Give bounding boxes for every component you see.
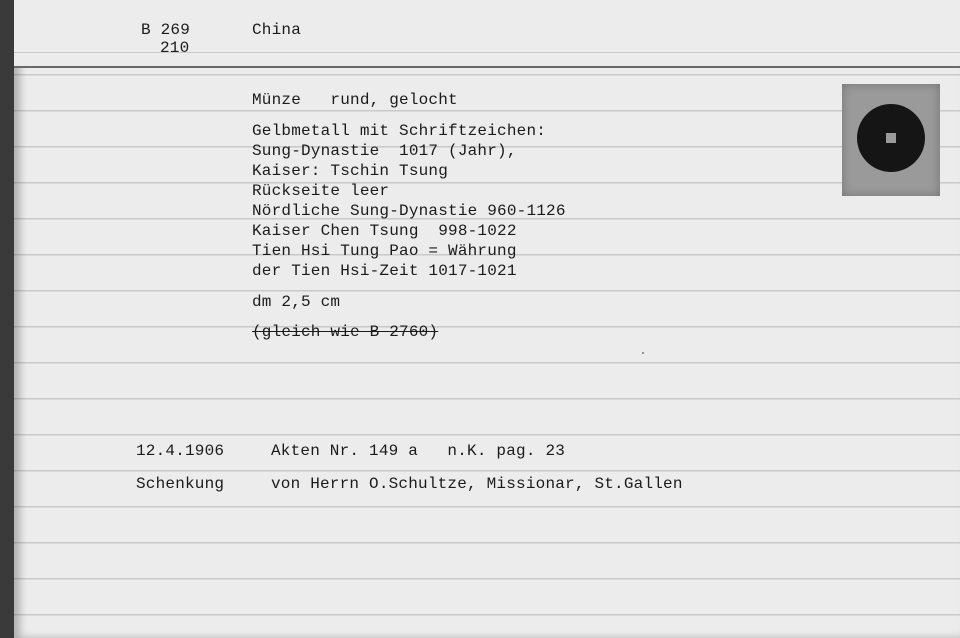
description-line: Nördliche Sung-Dynastie 960-1126 <box>252 202 566 220</box>
description-line: Rückseite leer <box>252 182 390 200</box>
inventory-number: B 269 <box>141 21 191 39</box>
description-line: Gelbmetall mit Schriftzeichen: <box>252 122 547 140</box>
acquisition-type: Schenkung <box>136 475 225 493</box>
square-hole-coin-icon <box>842 84 940 196</box>
country: China <box>252 21 302 39</box>
crossed-out-note: (gleich wie B 2760) <box>252 323 439 341</box>
description-line: Kaiser: Tschin Tsung <box>252 162 449 180</box>
sub-number: 210 <box>160 39 190 57</box>
dimension: dm 2,5 cm <box>252 293 341 311</box>
description-line: Sung-Dynastie 1017 (Jahr), <box>252 142 517 160</box>
file-reference: Akten Nr. 149 a n.K. pag. 23 <box>271 442 566 460</box>
coin-photo <box>842 84 940 196</box>
ink-speck <box>642 352 644 354</box>
description-line: Kaiser Chen Tsung 998-1022 <box>252 222 517 240</box>
object-line: Münze rund, gelocht <box>252 91 458 109</box>
catalog-card <box>14 0 960 638</box>
donor: von Herrn O.Schultze, Missionar, St.Gallen <box>271 475 683 493</box>
description-line: der Tien Hsi-Zeit 1017-1021 <box>252 262 517 280</box>
description-line: Tien Hsi Tung Pao = Währung <box>252 242 517 260</box>
acquisition-date: 12.4.1906 <box>136 442 225 460</box>
